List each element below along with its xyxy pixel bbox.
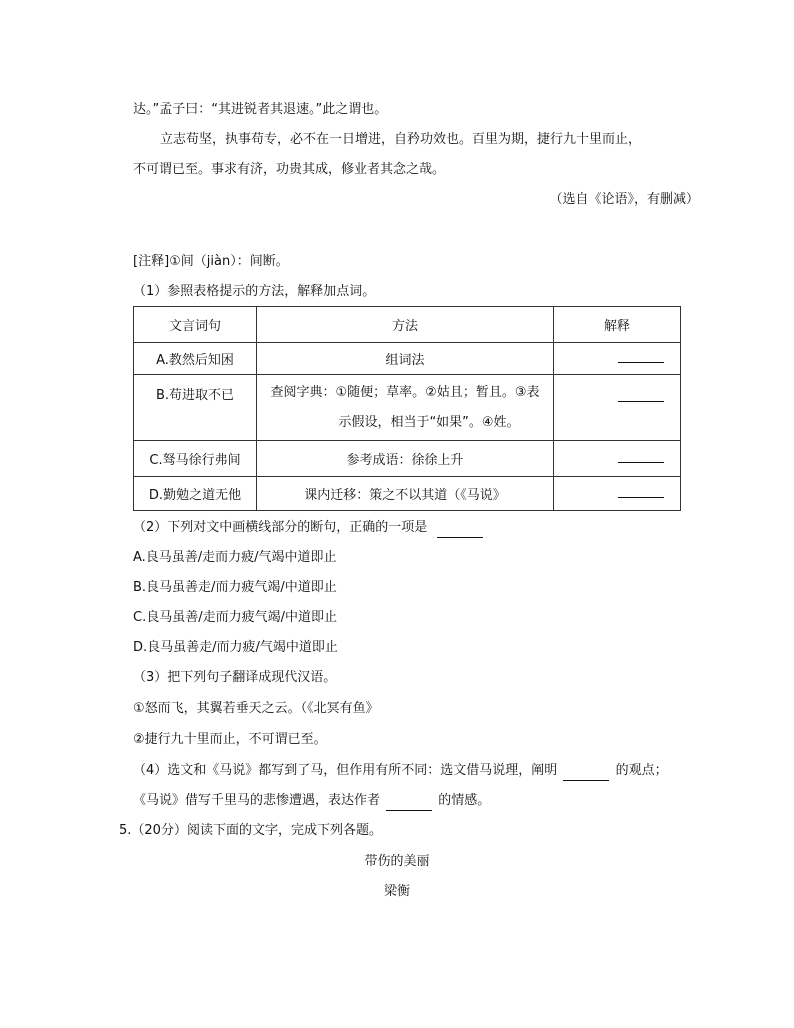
row-phrase: D.勤勉之道无他 (134, 477, 257, 511)
q4-answer-blank-2[interactable] (386, 792, 432, 811)
article-author: 梁衡 (383, 884, 410, 899)
table-row (134, 343, 681, 375)
table-header-explanation: 解释 (554, 307, 681, 343)
q2-option-b: B.良马虽善走/而力疲气竭/中道即止 (133, 580, 337, 595)
answer-blank[interactable] (618, 450, 664, 463)
answer-blank[interactable] (618, 350, 664, 363)
row-phrase: B.苟进取不已 (134, 375, 257, 441)
q5-prompt: 5.（20分）阅读下面的文字，完成下列各题。 (119, 823, 382, 838)
row-phrase: C.驽马徐行弗间 (134, 441, 257, 477)
q1-prompt: （1）参照表格提示的方法，解释加点词。 (133, 284, 376, 299)
q2-option-c: C.良马虽善/走而力疲气竭/中道即止 (133, 610, 337, 625)
answer-cell[interactable] (554, 441, 681, 477)
row-phrase: A.教然后知困 (134, 343, 257, 375)
table-row (134, 441, 681, 477)
row-method: 参考成语：徐徐上升 (257, 441, 554, 477)
method-line: 示假设，相当于“如果”。④姓。 (338, 414, 520, 430)
article-title: 带伤的美丽 (364, 854, 430, 869)
q2-prompt-text: （2）下列对文中画横线部分的断句，正确的一项是 (133, 520, 428, 535)
q4-text: （4）选文和《马说》都写到了马，但作用有所不同：选文借马说理，阐明 (133, 763, 558, 778)
answer-cell[interactable] (554, 375, 681, 441)
q4-text: 的情感。 (438, 793, 491, 808)
passage-line-1: 达。”孟子曰：“其进锐者其退速。”此之谓也。 (133, 102, 388, 117)
q4-text: 的观点； (615, 763, 668, 778)
method-line: 查阅字典：①随便；草率。②姑且；暂且。③表 (270, 384, 540, 400)
q4-text: 《马说》借写千里马的悲惨遭遇，表达作者 (133, 793, 381, 808)
q2-option-a: A.良马虽善/走而力疲/气竭中道即止 (133, 550, 337, 565)
passage-line-3: 不可谓已至。事求有济，功贵其成，修业者其念之哉。 (133, 162, 446, 177)
table-row (134, 375, 681, 441)
method-table (133, 306, 681, 511)
q3-sentence-2: ②捷行九十里而止，不可谓已至。 (133, 732, 327, 747)
answer-blank[interactable] (618, 389, 664, 402)
q3-sentence-1: ①怒而飞，其翼若垂天之云。（《北冥有鱼》 (133, 701, 379, 716)
row-method (257, 375, 554, 441)
q3-prompt: （3）把下列句子翻译成现代汉语。 (133, 670, 337, 685)
q4-answer-blank-1[interactable] (563, 762, 609, 781)
row-method: 组词法 (257, 343, 554, 375)
table-header-phrase: 文言词句 (134, 307, 257, 343)
table-row (134, 477, 681, 511)
answer-cell[interactable] (554, 477, 681, 511)
row-method: 课内迁移：策之不以其道（《马说》 (257, 477, 554, 511)
annotation: [注释]①间（jiàn）：间断。 (133, 254, 289, 269)
answer-cell[interactable] (554, 343, 681, 375)
passage-line-2: 立志苟坚，执事苟专，必不在一日增进，自矜功效也。百里为期，捷行九十里而止， (160, 132, 642, 147)
table-header-method: 方法 (257, 307, 554, 343)
q2-prompt (133, 519, 483, 538)
passage-source: （选自《论语》，有删减） (549, 192, 699, 207)
q2-answer-blank[interactable] (437, 519, 483, 538)
q4-line-1 (133, 762, 668, 781)
answer-blank[interactable] (618, 485, 664, 498)
q4-line-2 (133, 792, 490, 811)
q2-option-d: D.良马虽善走/而力疲/气竭中道即止 (133, 640, 338, 655)
